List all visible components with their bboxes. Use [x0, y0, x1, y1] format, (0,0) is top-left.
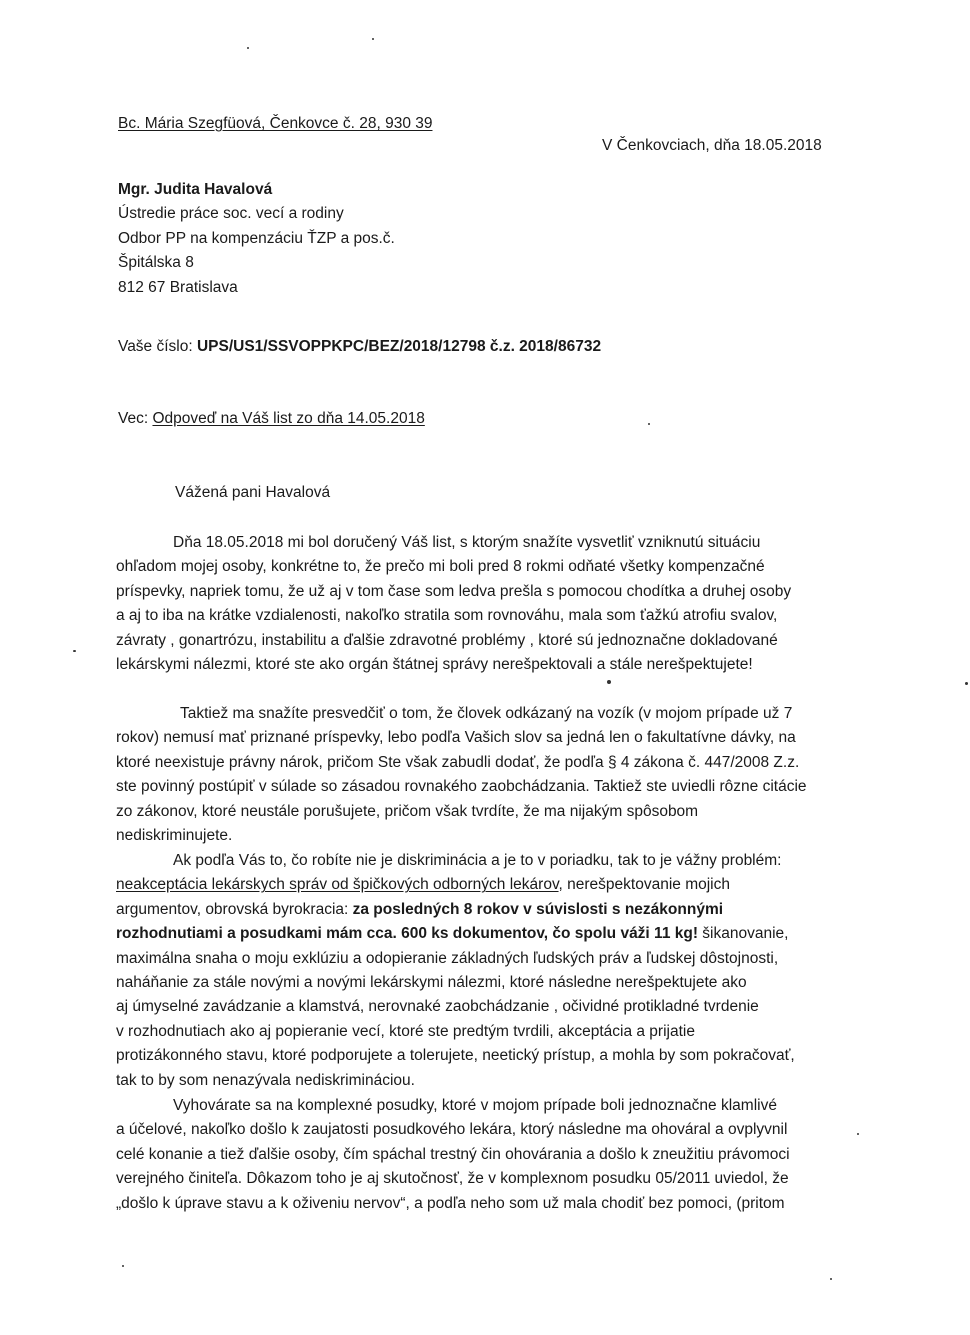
reference-line [118, 335, 601, 359]
scan-speck [372, 38, 374, 40]
paragraph-line: ohľadom mojej osoby, konkrétne to, že prečo mi boli pred 8 rokmi odňaté všetky kompenzačné [116, 558, 765, 576]
subject-line [118, 407, 425, 431]
paragraph-line [116, 922, 795, 946]
bold-phrase: rozhodnutiami a posudkami mám cca. 600 ks dokumentov, čo spolu váži 11 kg! [116, 925, 698, 943]
paragraph-line: naháňanie za stále novými a novými lekárskymi nálezmi, ktoré následne nerešpektujete ako [116, 973, 747, 991]
recipient-name: Mgr. Judita Havalová [118, 181, 273, 198]
scan-speck [607, 680, 611, 684]
recipient-city: 812 67 Bratislava [118, 278, 238, 296]
recipient-line2: Odbor PP na kompenzáciu ŤZP a pos.č. [118, 229, 395, 247]
scan-speck [857, 1133, 859, 1135]
salutation: Vážená pani Havalová [175, 484, 331, 501]
paragraph-line: celé konanie a tiež ďalšie osoby, čím spáchal trestný čin ohovárania a došlo k zneužitiu právomoci [116, 1145, 790, 1163]
paragraph-line [116, 898, 795, 922]
paragraph-line: príspevky, napriek tomu, že už aj v tom čase som ledva prešla s pomocou chodítka a druhej osoby [116, 582, 792, 600]
paragraph-text: argumentov, obrovská byrokracia: [116, 900, 353, 918]
paragraph-4 [116, 1094, 790, 1216]
scan-speck [247, 47, 249, 49]
scan-speck [830, 1278, 832, 1280]
paragraph-text: šikanovanie, [698, 925, 789, 943]
paragraph-line: a aj to iba na krátke vzdialenosti, nakoľko stratila som rovnováhu, mala som ťažkú atrofiu svalov, [116, 607, 778, 625]
paragraph-line: maximálna snaha o moju exklúziu a odopieranie základných ľudských práv a ľudskej dôstojnosti, [116, 949, 779, 967]
reference-number: UPS/US1/SSVOPPKPC/BEZ/2018/12798 č.z. 2018/86732 [196, 338, 602, 355]
sender-address: Bc. Mária Szegfüová, Čenkovce č. 28, 930 39 [118, 115, 433, 132]
paragraph-line: protizákonného stavu, ktoré podporujete a tolerujete, neetický prístup, a mohla by som pokračovať, [116, 1047, 795, 1065]
paragraph-line: zo zákonov, ktoré neustále porušujete, pričom však tvrdíte, že ma nijakým spôsobom [116, 802, 699, 820]
scan-speck [648, 423, 650, 425]
paragraph-line: a účelové, nakoľko došlo k zaujatosti posudkového lekára, ktorý následne ma ohováral a ovplyvnil [116, 1121, 788, 1139]
paragraph-line: verejného činiteľa. Dôkazom toho je aj skutočnosť, že v komplexnom posudku 05/2011 uviedol, že [116, 1170, 789, 1188]
paragraph-line: Taktiež ma snažíte presvedčiť o tom, že človek odkázaný na vozík (v mojom prípade už 7 [180, 705, 793, 722]
recipient-line1: Ústredie práce soc. vecí a rodiny [118, 205, 344, 223]
paragraph-line: „došlo k úprave stavu a k oživeniu nervov“, a podľa neho som už mala chodiť bez pomoci, (pritom [116, 1194, 785, 1212]
recipient-street: Špitálska 8 [118, 254, 194, 272]
paragraph-line: lekárskymi nálezmi, ktoré ste ako orgán štátnej správy nerešpektovali a stále nerešpektujete! [116, 655, 753, 673]
paragraph-line: Vyhovárate sa na komplexné posudky, ktoré v mojom prípade boli jednoznačne klamlivé [173, 1097, 777, 1114]
paragraph-line: rokov) nemusí mať priznané príspevky, lebo podľa Vašich slov sa jedná len o fakultatívne dávky, na [116, 729, 796, 747]
subject-text: Odpoveď na Váš list zo dňa 14.05.2018 [152, 410, 425, 427]
scan-speck [965, 682, 968, 685]
underlined-phrase: neakceptácia lekárskych správ od špičkových odborných lekárov [116, 876, 559, 894]
paragraph-line: v rozhodnutiach ako aj popieranie vecí, ktoré ste predtým tvrdili, akceptácia a prijatie [116, 1022, 695, 1040]
paragraph-line: tak to by som nenazývala nediskrimináciou. [116, 1071, 415, 1089]
place-and-date: V Čenkovciach, dňa 18.05.2018 [602, 137, 822, 154]
paragraph-text: , nerešpektovanie mojich [558, 876, 731, 894]
subject-label: Vec: [118, 410, 153, 427]
paragraph-line: nediskriminujete. [116, 826, 233, 844]
recipient-address [118, 178, 395, 300]
paragraph-line: aj úmyselné zavádzanie a klamstvá, nerovnaké zaobchádzanie , očividné protikladné tvrdenie [116, 998, 759, 1016]
paragraph-line [116, 873, 795, 897]
paragraph-line: Dňa 18.05.2018 mi bol doručený Váš list, s ktorým snažíte vysvetliť vzniknutú situáciu [173, 534, 761, 551]
scan-speck [122, 1265, 124, 1267]
paragraph-3 [116, 849, 795, 1093]
reference-label: Vaše číslo: [118, 338, 197, 355]
scan-speck [73, 650, 76, 652]
paragraph-line: Ak podľa Vás to, čo robíte nie je diskriminácia a je to v poriadku, tak to je vážny problém: [173, 852, 782, 869]
paragraph-line: ste povinný postúpiť v súlade so zásadou rovnakého zaobchádzania. Taktiež ste uviedli rôzne citácie [116, 778, 807, 796]
paragraph-line: ktoré neexistuje právny nárok, pričom Ste však zabudli dodať, že podľa § 4 zákona č. 447/2008 Z.z. [116, 753, 800, 771]
paragraph-line: závraty , gonartrózu, instabilitu a ďalšie zdravotné problémy , ktoré sú jednoznačne dokladované [116, 631, 778, 649]
bold-phrase: za posledných 8 rokov v súvislosti s nezákonnými [352, 900, 724, 918]
paragraph-2 [116, 702, 807, 848]
paragraph-1 [116, 531, 791, 677]
